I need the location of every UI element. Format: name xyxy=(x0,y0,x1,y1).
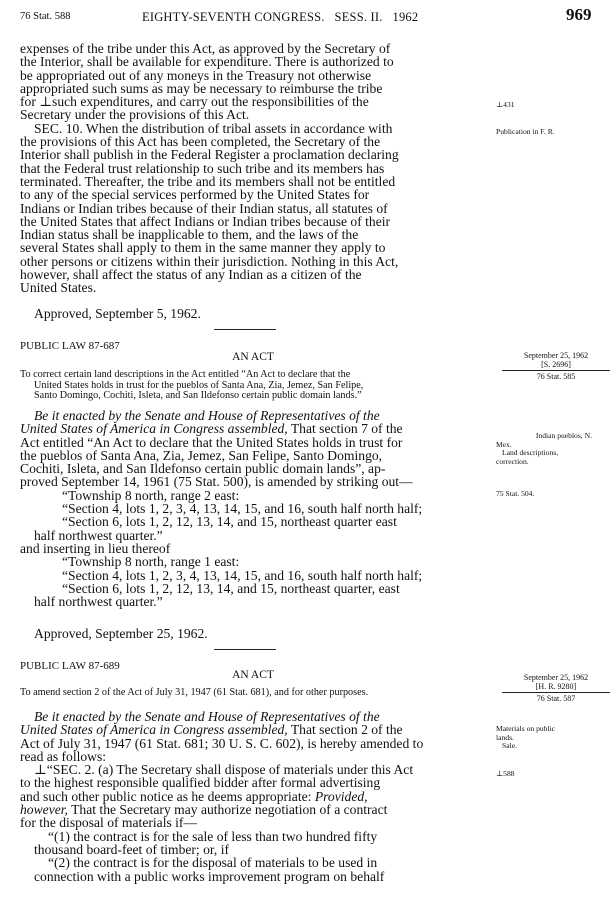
text-line: appropriated such sums as may be necessary to reimburse the tribe xyxy=(20,80,383,96)
margin-note-indian-pueblos xyxy=(496,432,598,466)
margin-line: Indian pueblos, N. xyxy=(535,431,592,440)
margin-note-materials xyxy=(496,725,598,751)
quote-line: “Section 6, lots 1, 2, 12, 13, 14, and 15, northeast quarter east xyxy=(62,514,397,530)
sec10-line: terminated. Thereafter, the tribe and its members shall not be entitled xyxy=(20,173,396,189)
act-purpose: To amend section 2 of the Act of July 31, 1947 (61 Stat. 681), and for other purposes. xyxy=(20,687,369,698)
side-rule xyxy=(502,370,610,371)
header-congress-title: EIGHTY-SEVENTH CONGRESS. SESS. II. 1962 xyxy=(142,10,419,24)
enacting-italic: Be it enacted by the Senate and House of Representatives of the xyxy=(34,408,380,423)
margin-note-588: ⊥588 xyxy=(496,769,515,778)
sec2-line: ⊥“SEC. 2. (a) The Secretary shall dispose of materials under this Act xyxy=(34,762,414,778)
text-line: read as follows: xyxy=(20,748,107,764)
side-citation-2 xyxy=(496,673,616,703)
purpose-line: To correct certain land descriptions in the Act entitled “An Act to declare that the xyxy=(20,369,351,380)
enacting-clause xyxy=(20,710,486,723)
enacting-clause-2 xyxy=(20,723,486,736)
quote-line: half northwest quarter.” xyxy=(34,527,163,543)
sec10-line: however, shall affect the status of any Indian as a citizen of the xyxy=(20,267,362,283)
margin-line: Mex. xyxy=(496,439,512,449)
sec2-line xyxy=(20,803,486,816)
sec2-text: and such other public notice as he deems appropriate: xyxy=(20,788,312,804)
law2-body xyxy=(20,710,486,883)
page-number: 969 xyxy=(566,5,592,24)
section-divider xyxy=(214,649,276,650)
public-law-87-689: PUBLIC LAW 87-689 xyxy=(20,660,120,672)
sec10-line: Interior shall publish in the Federal Register a proclamation declaring xyxy=(20,147,399,163)
sec10-line: that the Federal trust relationship to such tribe and its members has xyxy=(20,160,385,176)
quote-line: half northwest quarter.” xyxy=(34,594,163,610)
margin-line: Materials on public xyxy=(496,724,556,733)
text-line: Cochiti, Isleta, and San Ildefonso certain public domain lands”, ap- xyxy=(20,461,386,477)
text-line: Secretary under the provisions of this Act. xyxy=(20,107,250,123)
sec2-line xyxy=(20,790,486,803)
item-line: “(1) the contract is for the sale of less than two hundred fifty xyxy=(48,828,378,844)
sec10-line: the provisions of this Act has been completed, the Secretary of the xyxy=(20,134,381,150)
margin-note-431: ⊥431 xyxy=(496,100,515,109)
margin-line: correction. xyxy=(496,456,529,466)
provided-italic: Provided, xyxy=(314,788,368,804)
sec10-line: Indians or Indian tribes because of their Indian status, all statutes of xyxy=(20,200,388,216)
side-bill: [H. R. 9280] xyxy=(535,682,577,691)
text-line: Act of July 31, 1947 (61 Stat. 681; 30 U. S. C. 602), is hereby amended to xyxy=(20,735,424,751)
side-bill: [S. 2696] xyxy=(541,360,571,369)
quote-line: “Township 8 north, range 1 east: xyxy=(62,554,240,570)
text-line: and inserting in lieu thereof xyxy=(20,540,171,556)
law1-body xyxy=(20,409,486,608)
sec10-line: Indian status shall be inapplicable to them, and the laws of the xyxy=(20,227,359,243)
enacting-clause xyxy=(20,409,486,422)
item-line: connection with a public works improvement program on behalf xyxy=(34,868,385,884)
section-divider xyxy=(214,329,276,330)
margin-note-publication: Publication in F. R. xyxy=(496,127,555,136)
approved-date-2: Approved, September 25, 1962. xyxy=(34,626,208,641)
enacting-rest: That section 2 of the xyxy=(287,722,403,738)
however-italic: however, xyxy=(20,802,68,818)
text-line: Act entitled “An Act to declare that the United States holds in trust for xyxy=(20,434,403,450)
quote-line: “Section 4, lots 1, 2, 3, 4, 13, 14, 15, and 16, south half north half; xyxy=(62,567,423,583)
quote-line: “Township 8 north, range 2 east: xyxy=(62,487,240,503)
enacting-italic: Be it enacted by the Senate and House of Representatives of the xyxy=(34,709,380,724)
side-stat: 76 Stat. 587 xyxy=(536,694,576,703)
text-line: the pueblos of Santa Ana, Zia, Jemez, San Felipe, Santo Domingo, xyxy=(20,447,383,463)
top-paragraph xyxy=(20,42,486,295)
sec2-line: to the highest responsible qualified bidder after formal advertising xyxy=(20,775,381,791)
enacting-rest: That section 7 of the xyxy=(287,421,403,437)
text-line: be appropriated out of any moneys in the Treasury not otherwise xyxy=(20,67,372,83)
item-line: thousand board-feet of timber; or, if xyxy=(34,841,229,857)
side-stat: 76 Stat. 585 xyxy=(536,372,576,381)
side-rule xyxy=(502,692,610,693)
text-line: expenses of the tribe under this Act, as approved by the Secretary of xyxy=(20,41,391,56)
sec10-line: to any of the special services performed by the United States for xyxy=(20,187,370,203)
act-purpose xyxy=(20,370,486,402)
act-heading: AN ACT xyxy=(232,669,274,681)
text-line: the Interior, shall be available for expenditure. There is authorized to xyxy=(20,54,394,70)
sec10-line: SEC. 10. When the distribution of tribal assets in accordance with xyxy=(34,120,393,136)
purpose-line: United States holds in trust for the pueblos of Santa Ana, Zia, Jemez, San Felipe, xyxy=(34,379,364,391)
quote-line: “Section 4, lots 1, 2, 3, 4, 13, 14, 15, and 16, south half north half; xyxy=(62,501,423,517)
enacting-clause-2 xyxy=(20,422,486,435)
text-line: for ⊥such expenditures, and carry out the responsibilities of the xyxy=(20,94,369,110)
enacting-italic: United States of America in Congress assembled, xyxy=(20,722,288,738)
act-heading: AN ACT xyxy=(232,351,274,363)
side-citation-1 xyxy=(496,351,616,381)
purpose-line: Santo Domingo, Cochiti, Isleta, and San Ildefonso certain public domain lands.” xyxy=(34,390,362,401)
public-law-87-687: PUBLIC LAW 87-687 xyxy=(20,340,120,352)
sec2-text: That the Secretary may authorize negotiation of a contract xyxy=(67,802,388,818)
side-date: September 25, 1962 xyxy=(523,351,589,360)
approved-date-1: Approved, September 5, 1962. xyxy=(34,306,201,321)
sec2-line: for the disposal of materials if— xyxy=(20,815,198,831)
sec10-line: several States shall apply to them in the same manner they apply to xyxy=(20,240,386,256)
sec10-line: United States. xyxy=(20,280,97,296)
item-line: “(2) the contract is for the disposal of materials to be used in xyxy=(48,855,378,871)
margin-line: lands. xyxy=(496,732,514,742)
quote-line: “Section 6, lots 1, 2, 12, 13, 14, and 15, northeast quarter, east xyxy=(62,580,400,596)
enacting-italic: United States of America in Congress assembled, xyxy=(20,421,288,437)
side-date: September 25, 1962 xyxy=(523,673,589,682)
margin-line: Land descriptions, xyxy=(502,448,559,457)
margin-line: Sale. xyxy=(502,741,517,750)
margin-note-75-stat: 75 Stat. 504. xyxy=(496,489,535,498)
text-line: proved September 14, 1961 (75 Stat. 500), is amended by striking out— xyxy=(20,474,413,490)
sec10-line: the United States that affect Indians or Indian tribes because of their xyxy=(20,213,391,229)
sec10-line: other persons or citizens within their jurisdiction. Nothing in this Act, xyxy=(20,253,399,269)
header-stat-ref: 76 Stat. 588 xyxy=(20,11,71,22)
